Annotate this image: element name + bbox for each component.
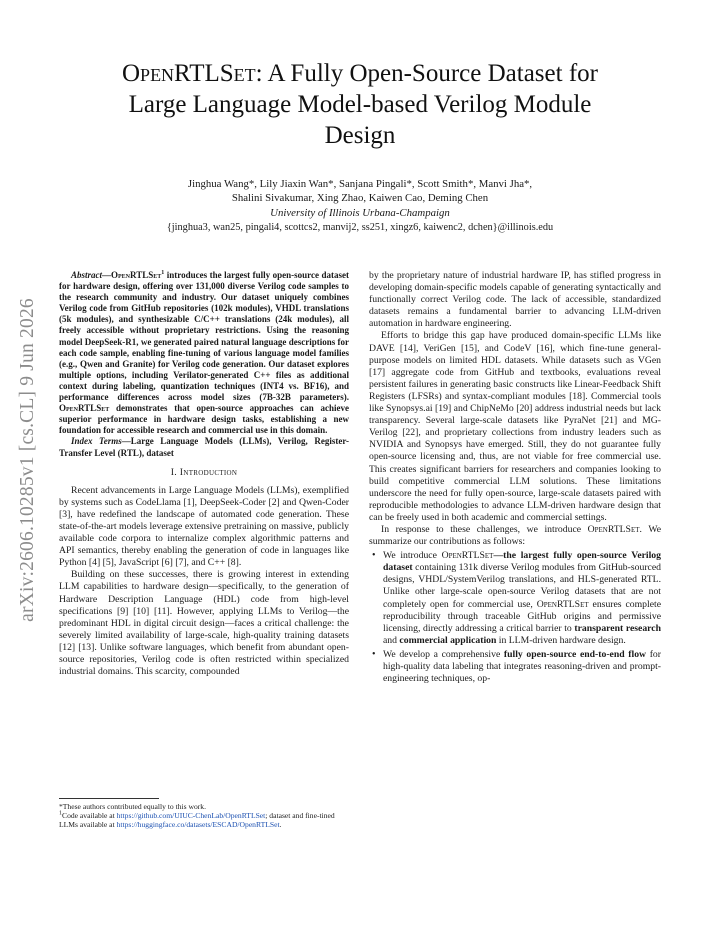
section-heading-introduction: I. Introduction bbox=[170, 466, 238, 478]
footnote-code-availability bbox=[59, 811, 349, 829]
footnote-marker-1: 1 bbox=[161, 270, 165, 276]
contrib-1-text-e: in LLM-driven hardware design. bbox=[496, 634, 626, 646]
contrib-1-bold-2: transparent research bbox=[574, 622, 661, 634]
intro-paragraph-3: by the proprietary nature of industrial hardware IP, has stifled progress in developing domain-specific models capable of generating syntactically and functionally correct Verilog code. The lack of accessible, standardized datasets remains a fundamental barrier to advancing LLM-driven automation in hardware engineering. bbox=[369, 270, 661, 330]
author-list bbox=[60, 177, 660, 205]
authors-line2: Shalini Sivakumar, Xing Zhao, Kaiwen Cao, Deming Chen bbox=[231, 192, 489, 204]
contrib-1-bold: —the largest fully open-source Verilog dataset bbox=[383, 550, 661, 574]
title-line1-rest: : A Fully Open-Source Dataset for bbox=[255, 60, 598, 87]
contrib-2-text-b: for high-quality data labeling that integrates reasoning-driven and prompt-engineering techniques, op- bbox=[383, 648, 662, 685]
index-terms bbox=[59, 436, 349, 458]
contribution-item-1 bbox=[369, 550, 661, 647]
contrib-1-text-c: ensures complete reproducibility through traceable GitHub origins and permissive licensing, directly addressing a critical barrier to bbox=[383, 598, 661, 634]
index-terms-label: Index Terms bbox=[71, 436, 122, 447]
contrib-1-text-d: and bbox=[383, 634, 400, 646]
abstract-dash: — bbox=[102, 270, 112, 280]
title-line2: Large Language Model-based Verilog Module bbox=[128, 91, 592, 118]
author-emails: {jinghua3, wan25, pingali4, scottcs2, manvij2, ss251, xingz6, kaiwenc2, dchen}@illinois.edu bbox=[166, 222, 554, 233]
contrib-2-text-a: We develop a comprehensive bbox=[383, 648, 504, 660]
contrib-2-bold: fully open-source end-to-end flow bbox=[503, 648, 647, 660]
contrib-intro-end: . We summarize our contributions as follows: bbox=[369, 523, 661, 548]
bullet-icon: • bbox=[372, 648, 376, 660]
left-column bbox=[59, 270, 349, 678]
index-terms-body: —Large Language Models (LLMs), Verilog, Register-Transfer Level (RTL), dataset bbox=[59, 436, 349, 458]
contrib-1-bold-3: commercial application bbox=[399, 634, 497, 646]
footnotes bbox=[59, 798, 349, 830]
footnote-rule bbox=[59, 798, 159, 799]
right-column bbox=[369, 270, 661, 687]
abstract-body-1: introduces the largest fully open-source dataset for hardware design, offering over 131,000 diverse Verilog code samples to the research community and industry. Our dataset uniquely combines Verilog code from GitHub repositories (102k modules), VHDL translations (5k modules), and synthesizable C/C++ translations (24k modules), all freely accessible without proprietary restrictions. Using the reasoning model DeepSeek-R1, we generated paired natural language descriptions for each code sample, enabling fine-tuning of various language model families (e.g., Qwen and Granite) for Verilog code generation. Our dataset explores multiple options, including Verilator-generated C++ files as additional context during labeling, quantization techniques (INT4 vs. BF16), and performance differences across model sizes (7B-32B parameters). bbox=[59, 270, 349, 403]
paper-title bbox=[60, 58, 660, 151]
contribution-list bbox=[369, 550, 661, 685]
intro-paragraph-2: Building on these successes, there is growing interest in extending LLM capabilities to hardware design—specifically, to the generation of Hardware Description Language (HDL) code from high-level specifications [9] [10] [11]. However, applying LLMs to Verilog—the predominant HDL in digital circuit design—faces a critical challenge: the severely limited availability of large-scale, high-quality training datasets [12] [13]. Unlike software languages, which benefit from abundant open-source repositories, Verilog code is often restricted within specialized industrial domains. This scarcity, compounded bbox=[59, 569, 349, 678]
github-link[interactable]: https://github.com/UIUC-ChenLab/OpenRTLSet bbox=[116, 811, 266, 821]
footnote-code-prefix: Code available at bbox=[62, 811, 117, 821]
contrib-1-text-b: containing 131k diverse Verilog modules from GitHub-sourced designs, VHDL/SystemVerilog translations, and HLS-generated RTL. Unlike other large-scale open-source Verilog datasets that are not completely open for commercial use, bbox=[383, 562, 661, 610]
footnote-code-mid: ; dataset and fine-tined LLMs available at bbox=[59, 811, 335, 830]
title-name: OpenRTLSet bbox=[122, 60, 256, 87]
bullet-icon: • bbox=[372, 550, 376, 562]
contrib-1-name: OpenRTLSet bbox=[441, 550, 494, 562]
intro-paragraph-4: Efforts to bridge this gap have produced domain-specific LLMs like DAVE [14], VeriGen [15], and CodeV [16], which fine-tune general-purpose models on limited HDL datasets. While datasets such as VGen [17] aggregate code from GitHub and textbooks, evaluations reveal persistent failures in generating basic constructs like Linear-Feedback Shift Registers (LFSRs) and syntax-compliant modules [18]. Commercial tools like Synopsys.ai [19] and ChipNeMo [20] address industrial needs but lack transparency. Several large-scale datasets like PyraNet [21] and MG-Verilog [22], and proprietary collections from industry leaders such as NVIDIA and Synopsys have emerged. Still, they do not guarantee fully open-source licensing and, thus, are not viable for free commercial use. This creates significant barriers for researchers and companies looking to build competitive commercial LLM solutions. These limitations underscore the need for fully open-source, large-scale datasets paired with reproducible methodologies to advance LLM-driven hardware design that can be freely used in both academic and commercial settings. bbox=[369, 330, 661, 523]
affiliation: University of Illinois Urbana-Champaign bbox=[270, 207, 450, 219]
footnote-code-end: . bbox=[279, 820, 282, 830]
title-line3: Design bbox=[324, 122, 396, 149]
contrib-intro-text: In response to these challenges, we introduce bbox=[381, 523, 588, 535]
abstract-dataset-name-2: OpenRTLSet bbox=[59, 403, 110, 414]
abstract bbox=[59, 270, 349, 436]
contribution-item-2 bbox=[369, 649, 661, 685]
abstract-body-2: demonstrates that open-source approaches can achieve superior performance in hardware design tasks, establishing a new foundation for accessible research and commercial use in this domain. bbox=[59, 403, 349, 436]
huggingface-link[interactable]: https://huggingface.co/datasets/ESCAD/OpenRTLSet bbox=[116, 820, 280, 830]
intro-paragraph-5 bbox=[369, 524, 661, 548]
footnote-equal-contribution: *These authors contributed equally to this work. bbox=[59, 802, 206, 811]
abstract-dataset-name: OpenRTLSet bbox=[111, 270, 162, 280]
authors-line1: Jinghua Wang*, Lily Jiaxin Wan*, Sanjana Pingali*, Scott Smith*, Manvi Jha*, bbox=[187, 178, 533, 190]
footnote-number-1: 1 bbox=[59, 810, 62, 817]
intro-paragraph-1: Recent advancements in Large Language Models (LLMs), exemplified by systems such as CodeLlama [1], DeepSeek-Coder [2] and Qwen-Coder [3], have redefined the landscape of automated code generation. These state-of-the-art models leverage extensive pretraining on massive, publicly available code corpora to internalize complex algorithmic patterns and API semantics, thereby enabling the generation of code in languages like Python [4] [5], JavaScript [6] [7], and C++ [8]. bbox=[59, 484, 349, 569]
contrib-1-name-2: OpenRTLSet bbox=[536, 598, 589, 610]
abstract-label: Abstract bbox=[71, 270, 103, 280]
contrib-dataset-name: OpenRTLSet bbox=[587, 523, 640, 535]
contrib-1-text-a: We introduce bbox=[383, 550, 442, 562]
arxiv-stamp: arXiv:2606.10285v1 [cs.CL] 9 Jun 2026 bbox=[17, 298, 38, 622]
